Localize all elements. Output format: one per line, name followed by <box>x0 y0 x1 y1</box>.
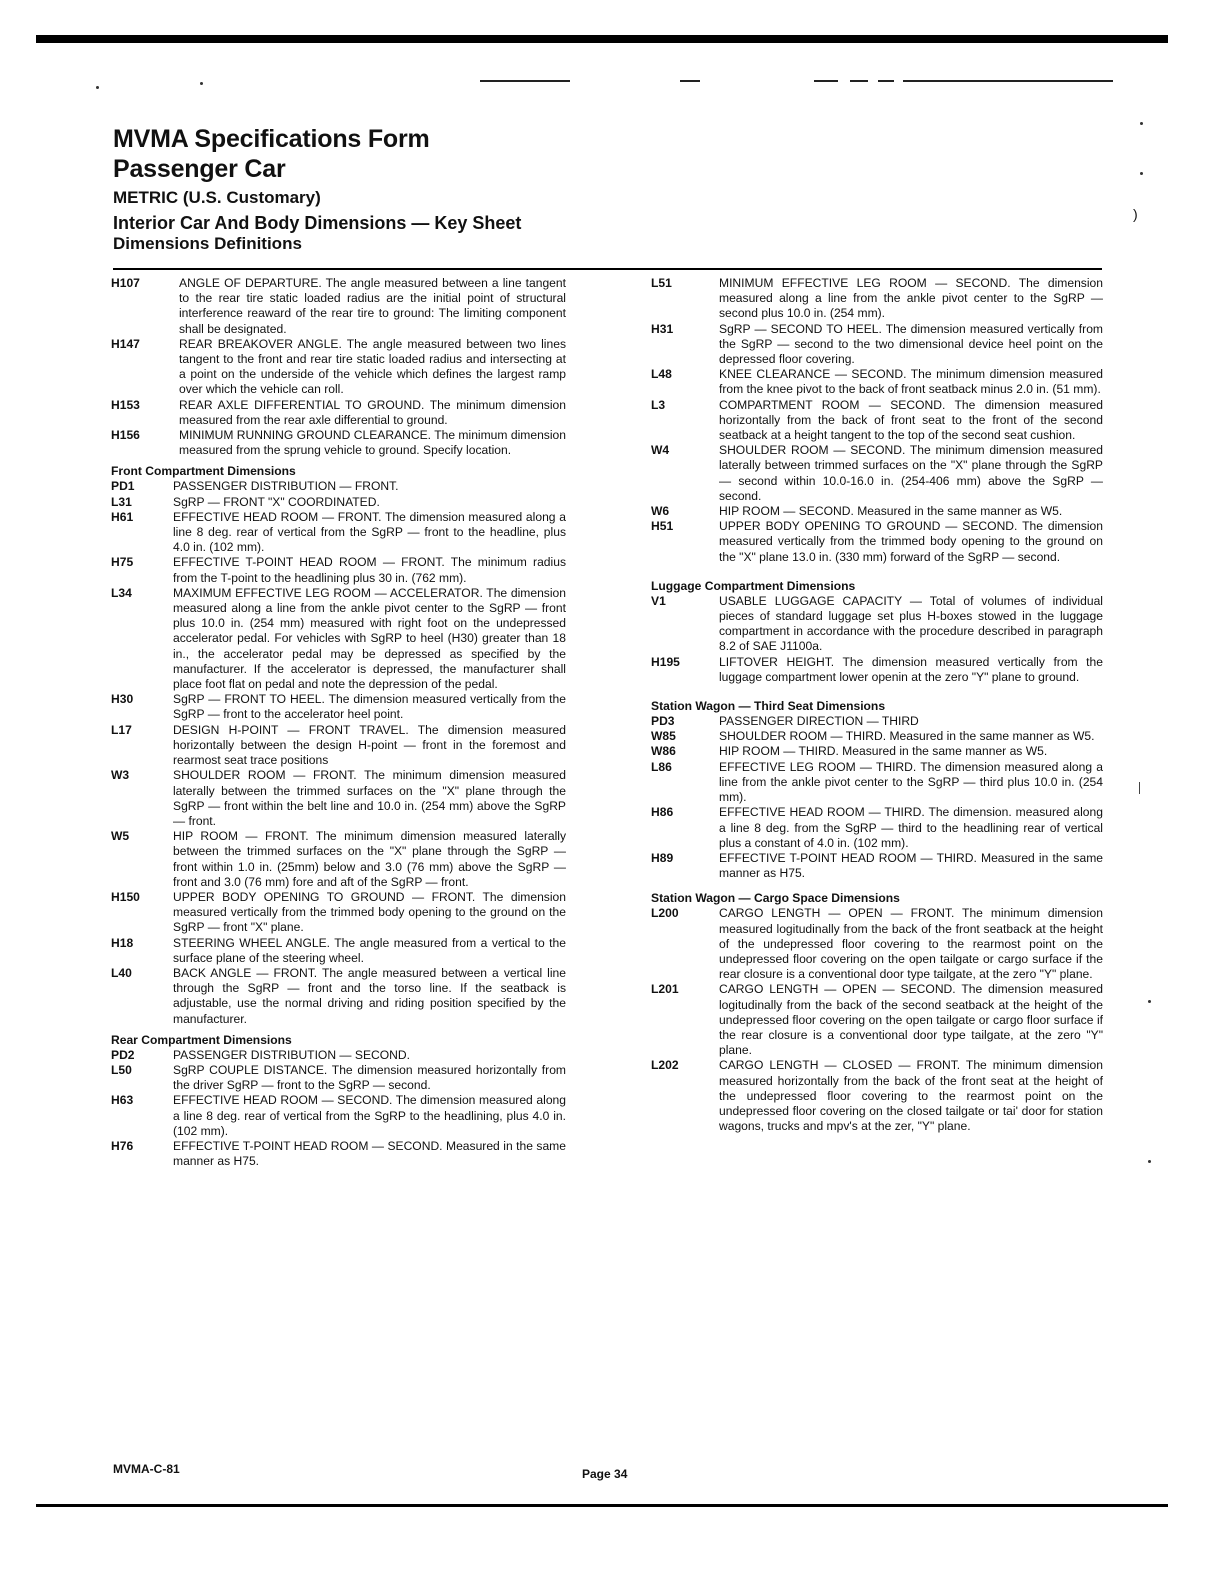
dimension-definition: PASSENGER DISTRIBUTION — FRONT. <box>173 479 399 494</box>
scan-artifact <box>814 80 838 82</box>
dimension-definition: EFFECTIVE LEG ROOM — THIRD. The dimension measured along a line from the ankle pivot center to the SgRP — third plus 10.0 in. (254 mm). <box>719 759 1103 805</box>
top-rule <box>36 35 1168 43</box>
definition-entry <box>651 367 1103 397</box>
dimension-code: H153 <box>111 397 140 412</box>
document-header <box>113 124 573 254</box>
definition-entry <box>651 443 1103 504</box>
definition-entry <box>111 586 566 692</box>
dimension-definition: PASSENGER DIRECTION — THIRD <box>719 714 919 729</box>
dimension-definition: EFFECTIVE HEAD ROOM — THIRD. The dimension. measured along a line 8 deg. from the SgRP — third to the headlining rear of vertical plus a constant of 4.0 in. (102 mm). <box>719 805 1103 850</box>
dimension-definition: USABLE LUGGAGE CAPACITY — Total of volumes of individual pieces of standard luggage set plus H-boxes stowed in the luggage compartment in accordance with the procedure described in paragraph 8.2 of SAE J1100a. <box>719 593 1103 654</box>
right-column <box>651 276 1103 1134</box>
dimension-code: L202 <box>651 1058 679 1073</box>
scan-artifact <box>1140 172 1143 175</box>
dimension-definition: UPPER BODY OPENING TO GROUND — FRONT. The dimension measured vertically from the trimmed body opening to the ground on the SgRP — front "X" plane. <box>173 889 566 935</box>
definition-entry <box>651 594 1103 655</box>
definition-entry <box>111 1048 566 1063</box>
scan-artifact <box>1148 1160 1151 1163</box>
scan-artifact: ) <box>1133 206 1138 222</box>
dimension-code: H31 <box>651 321 674 336</box>
dimension-code: H75 <box>111 555 134 570</box>
scan-artifact <box>878 80 894 82</box>
luggage-entries <box>651 594 1103 685</box>
dimension-code: W6 <box>651 504 670 519</box>
definition-entry <box>651 519 1103 565</box>
dimension-code: H30 <box>111 692 134 707</box>
dimension-definition: EFFECTIVE HEAD ROOM — SECOND. The dimension measured along a line 8 deg. rear of vertical from the SgRP to the headlining, plus 4.0 in. (102 mm). <box>173 1093 566 1138</box>
scan-artifact <box>1148 1000 1151 1003</box>
dimension-code: PD2 <box>111 1047 135 1062</box>
definition-entry <box>651 851 1103 881</box>
definition-entry <box>651 982 1103 1058</box>
page-title-line2: Passenger Car <box>113 155 286 183</box>
dimension-definition: EFFECTIVE T-POINT HEAD ROOM — FRONT. The minimum radius from the T-point to the headlining plus 30 in. (762 mm). <box>173 555 566 585</box>
dimension-code: W5 <box>111 829 130 844</box>
definition-entry <box>651 504 1103 519</box>
dimension-code: H89 <box>651 850 674 865</box>
general-entries <box>111 276 566 458</box>
dimension-code: PD1 <box>111 479 135 494</box>
dimension-code: PD3 <box>651 714 675 729</box>
dimension-code: L86 <box>651 759 672 774</box>
dimension-definition: MAXIMUM EFFECTIVE LEG ROOM — ACCELERATOR. The dimension measured along a line from the ankle pivot center to the SgRP — front plus 10.0 in. (254 mm) measured with right foot on the undepressed accelerator pedal. For vehicles with SgRP to heel (H30) greater than 18 in., the accelerator pedal may be depressed as specified by the manufacturer. If the accelerator is depressed, the manufacturer shall place foot flat on pedal and note the depression of the pedal. <box>173 585 566 692</box>
definition-entry <box>111 936 566 966</box>
definition-entry <box>111 1063 566 1093</box>
header-rule <box>113 268 1102 270</box>
dimension-definition: DESIGN H-POINT — FRONT TRAVEL. The dimension measured horizontally between the design H-point — front in the foremost and rearmost seat trace positions <box>173 722 566 768</box>
dimension-code: H147 <box>111 336 140 351</box>
left-column <box>111 276 566 1169</box>
front-compartment-heading: Front Compartment Dimensions <box>111 464 296 479</box>
definition-entry <box>111 768 566 829</box>
page-title: MVMA Specifications Form <box>113 125 430 153</box>
scan-artifact <box>850 80 868 82</box>
definition-entry <box>111 723 566 769</box>
dimension-definition: SgRP COUPLE DISTANCE. The dimension measured horizontally from the driver SgRP — front to the SgRP — second. <box>173 1062 566 1093</box>
dimension-definition: SHOULDER ROOM — THIRD. Measured in the same manner as W5. <box>719 729 1095 744</box>
dimension-definition: REAR BREAKOVER ANGLE. The angle measured between two lines tangent to the front and rear tire static loaded radius and intersecting at a point on the underside of the vehicle which defines the largest ramp over which the vehicle can roll. <box>179 336 566 397</box>
dimension-definition: SgRP — FRONT TO HEEL. The dimension measured vertically from the SgRP — front to the accelerator heel point. <box>173 692 566 722</box>
definition-entry <box>651 322 1103 368</box>
definition-entry <box>111 1139 566 1169</box>
definition-entry <box>651 906 1103 982</box>
definition-entry <box>111 495 566 510</box>
dimension-definition: REAR AXLE DIFFERENTIAL TO GROUND. The minimum dimension measured from the rear axle differential to ground. <box>179 397 566 427</box>
dimension-code: H51 <box>651 519 674 534</box>
dimension-code: H156 <box>111 428 140 443</box>
dimension-definition: SgRP — SECOND TO HEEL. The dimension measured vertically from the SgRP — second to the two dimensional device heel point on the depressed floor covering. <box>719 321 1103 367</box>
definition-entry <box>111 276 566 337</box>
dimension-code: H195 <box>651 654 680 669</box>
dimension-definition: BACK ANGLE — FRONT. The angle measured between a vertical line through the SgRP — front and the torso line. If the seatback is adjustable, use the normal driving and riding position specified by the manufacturer. <box>173 965 566 1026</box>
dimension-definition: EFFECTIVE T-POINT HEAD ROOM — THIRD. Measured in the same manner as H75. <box>719 850 1103 881</box>
scan-artifact <box>200 82 203 85</box>
dimension-definition: EFFECTIVE T-POINT HEAD ROOM — SECOND. Measured in the same manner as H75. <box>173 1138 566 1169</box>
definition-entry <box>111 510 566 556</box>
definition-entry <box>651 760 1103 806</box>
dimension-code: L34 <box>111 585 132 600</box>
dimension-code: H61 <box>111 509 134 524</box>
wagon-cargo-entries <box>651 906 1103 1134</box>
definition-entry <box>651 714 1103 729</box>
definition-entry <box>111 829 566 890</box>
dimension-definition: SHOULDER ROOM — SECOND. The minimum dimension measured laterally between trimmed surfaces on the "X" plane through the SgRP — second within 10.0-16.0 in. (254-406 mm) above the SgRP — second. <box>719 443 1103 503</box>
dimension-definition: CARGO LENGTH — OPEN — SECOND. The dimension measured logitudinally from the back of the second seatback at the height of the undepressed floor covering on the open tailgate or cargo floor surface if the rear closure is a conventional door type tailgate, at the zero "Y" plane. <box>719 982 1103 1058</box>
wagon-third-entries <box>651 714 1103 881</box>
dimension-definition: HIP ROOM — FRONT. The minimum dimension measured laterally between the trimmed surfaces on the "X" plane through the SgRP — front within 1.0 in. (25mm) below and 3.0 (76 mm) above the SgRP — front and 3.0 (76 mm) fore and aft of the SgRP — front. <box>173 829 566 889</box>
units-label: METRIC (U.S. Customary) <box>113 188 321 207</box>
dimension-code: L17 <box>111 722 132 737</box>
definition-entry <box>651 805 1103 851</box>
dimension-code: L48 <box>651 367 672 382</box>
definition-entry <box>651 276 1103 322</box>
definition-entry <box>651 398 1103 444</box>
definition-entry <box>111 966 566 1027</box>
rear-compartment-heading: Rear Compartment Dimensions <box>111 1032 292 1047</box>
definition-entry <box>111 890 566 936</box>
dimension-definition: HIP ROOM — THIRD. Measured in the same manner as W5. <box>719 744 1048 759</box>
wagon-third-heading: Station Wagon — Third Seat Dimensions <box>651 699 886 714</box>
definition-entry <box>651 744 1103 759</box>
bottom-rule <box>36 1504 1168 1507</box>
dimension-code: W86 <box>651 744 676 759</box>
definition-entry <box>111 692 566 722</box>
definition-entry <box>111 337 566 398</box>
dimension-definition: MINIMUM RUNNING GROUND CLEARANCE. The minimum dimension measured from the sprung vehicle to ground. Specify location. <box>179 428 566 458</box>
page-number: Page 34 <box>582 1467 628 1481</box>
dimension-definition: LIFTOVER HEIGHT. The dimension measured vertically from the luggage compartment lower openin at the zero "Y" plane to ground. <box>719 654 1103 684</box>
dimension-code: L40 <box>111 965 132 980</box>
dimension-code: H63 <box>111 1093 134 1108</box>
scan-artifact <box>480 80 570 82</box>
dimension-code: W4 <box>651 443 670 458</box>
dimension-definition: ANGLE OF DEPARTURE. The angle measured between a line tangent to the rear tire static loaded radius are the initial point of structural interference reaward of the rear tire to ground: The limiting component shall be designated. <box>179 276 566 336</box>
dimension-definition: HIP ROOM — SECOND. Measured in the same manner as W5. <box>719 504 1063 519</box>
definition-entry <box>651 729 1103 744</box>
scan-artifact <box>1139 782 1140 794</box>
dimension-code: L51 <box>651 276 672 290</box>
dimension-code: H18 <box>111 935 134 950</box>
dimension-code: W3 <box>111 768 130 783</box>
dimension-code: L201 <box>651 982 679 997</box>
dimension-code: V1 <box>651 593 666 608</box>
dimension-code: W85 <box>651 729 676 744</box>
section-subtitle: Interior Car And Body Dimensions — Key Sheet <box>113 213 522 233</box>
dimension-definition: PASSENGER DISTRIBUTION — SECOND. <box>173 1047 410 1062</box>
dimension-definition: SgRP — FRONT "X" COORDINATED. <box>173 494 380 509</box>
dimension-definition: CARGO LENGTH — OPEN — FRONT. The minimum dimension measured logitudinally from the back of the front seatback at the height of the undepressed floor covering to the rearmost point on the undepressed floor covering on the open tailgate or cargo surface if the rear closure is a conventional door type tailgate, at the zero "Y" plane. <box>719 906 1103 982</box>
dimension-definition: EFFECTIVE HEAD ROOM — FRONT. The dimension measured along a line 8 deg. rear of vertical from the SgRP — front to the headline, plus 4.0 in. (102 mm). <box>173 509 566 555</box>
dimension-code: L3 <box>651 397 666 412</box>
definition-entry <box>111 1093 566 1139</box>
definition-entry <box>111 428 566 458</box>
dimension-definition: UPPER BODY OPENING TO GROUND — SECOND. The dimension measured vertically from the trimmed body opening to the ground on the "X" plane 13.0 in. (330 mm) forward of the SgRP — second. <box>719 519 1103 564</box>
rear-compartment-entries <box>111 1048 566 1170</box>
dimension-definition: KNEE CLEARANCE — SECOND. The minimum dimension measured from the knee pivot to the back of front seatback minus 2.0 in. (51 mm). <box>719 367 1103 397</box>
dimension-definition: COMPARTMENT ROOM — SECOND. The dimension measured horizontally from the back of front seat to the front of the second seatback at a height tangent to the top of the second seat cushion. <box>719 397 1103 443</box>
definition-entry <box>651 1058 1103 1134</box>
definition-entry <box>111 398 566 428</box>
dimension-code: L50 <box>111 1062 132 1077</box>
scan-artifact <box>680 80 700 82</box>
document-code: MVMA-C-81 <box>113 1462 180 1476</box>
definition-entry <box>111 479 566 494</box>
dimension-code: H76 <box>111 1138 134 1153</box>
dimension-definition: CARGO LENGTH — CLOSED — FRONT. The minimum dimension measured horizontally from the back of the front seat at the height of the undepressed floor covering to the rearmost point on the undepressed floor covering on the closed tailgate or tai' door for station wagons, trucks and mpv's at the zer, "Y" plane. <box>719 1058 1103 1134</box>
dimension-code: L200 <box>651 906 679 921</box>
scan-artifact <box>96 86 99 89</box>
dimension-definition: SHOULDER ROOM — FRONT. The minimum dimension measured laterally between the trimmed surfaces on the "X" plane through the SgRP — front within the belt line and 10.0 in. (254 mm) above the SgRP — front. <box>173 768 566 828</box>
dimension-definition: STEERING WHEEL ANGLE. The angle measured from a vertical to the surface plane of the steering wheel. <box>173 935 566 965</box>
dimension-code: H150 <box>111 889 140 904</box>
luggage-heading: Luggage Compartment Dimensions <box>651 578 856 593</box>
scan-artifact <box>1140 122 1143 125</box>
wagon-cargo-heading: Station Wagon — Cargo Space Dimensions <box>651 891 900 906</box>
dimension-code: H86 <box>651 805 674 820</box>
section-subtitle-2: Dimensions Definitions <box>113 234 302 253</box>
dimension-definition: MINIMUM EFFECTIVE LEG ROOM — SECOND. The dimension measured along a line from the ankle pivot center to the SgRP — second plus 10.0 in. (254 mm). <box>719 276 1103 321</box>
dimension-code: H107 <box>111 276 140 290</box>
dimension-code: L31 <box>111 494 132 509</box>
definition-entry <box>111 555 566 585</box>
scan-artifact <box>903 80 1113 82</box>
second-seat-entries <box>651 276 1103 565</box>
front-compartment-entries <box>111 479 566 1026</box>
definition-entry <box>651 655 1103 685</box>
